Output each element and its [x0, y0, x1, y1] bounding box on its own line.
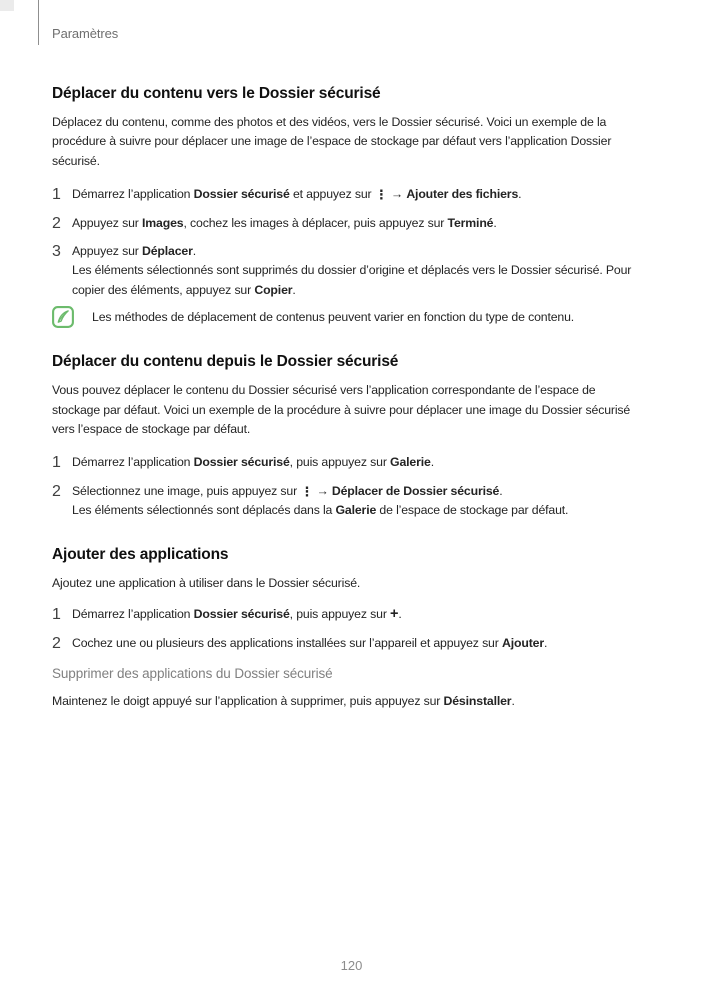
step-detail	[72, 261, 664, 300]
subsection-body	[52, 692, 664, 711]
step-number: 1	[52, 606, 61, 624]
step-number: 2	[52, 482, 61, 500]
detail-line: Les éléments sélectionnés sont déplacés dans la Galerie de l’espace de stockage par défaut.	[72, 503, 569, 518]
intro-line: Déplacez du contenu, comme des photos et des vidéos, vers le Dossier sécurisé. Voici un exemple de la	[52, 115, 607, 129]
step	[52, 453, 664, 472]
step-text: Démarrez l’application Dossier sécurisé, puis appuyez sur Galerie.	[72, 455, 434, 470]
section-intro	[52, 113, 664, 171]
corner-artifact	[0, 0, 14, 11]
step-text: Démarrez l’application Dossier sécurisé et appuyez sur ⋮ → Ajouter des fichiers.	[72, 187, 522, 203]
step-text: Démarrez l’application Dossier sécurisé, puis appuyez sur +.	[72, 606, 402, 623]
step-number: 2	[52, 214, 61, 232]
step	[52, 482, 664, 521]
intro-line: Ajoutez une application à utiliser dans le Dossier sécurisé.	[52, 575, 361, 590]
section-add-applications	[52, 545, 664, 712]
note-icon	[52, 306, 74, 328]
add-icon: +	[390, 606, 399, 623]
page-number: 120	[340, 958, 363, 973]
step-list	[52, 185, 664, 300]
running-header: Paramètres	[52, 26, 119, 41]
more-options-icon: ⋮	[300, 483, 314, 499]
step-list	[52, 605, 664, 653]
intro-line: procédure à suivre pour déplacer une image de l’espace de stockage par défaut vers l’application Dossier	[52, 134, 612, 149]
section-move-from-secure-folder	[52, 352, 664, 520]
section-intro	[52, 574, 664, 593]
step-body	[72, 482, 664, 521]
step-body	[72, 242, 664, 300]
note-text: Les méthodes de déplacement de contenus peuvent varier en fonction du type de contenu.	[92, 310, 575, 325]
more-options-icon: ⋮	[374, 187, 388, 203]
section-title: Ajouter des applications	[52, 545, 229, 563]
intro-line: Vous pouvez déplacer le contenu du Dossier sécurisé vers l’application correspondante de l’espace de	[52, 383, 596, 398]
step-text: Appuyez sur Images, cochez les images à déplacer, puis appuyez sur Terminé.	[72, 215, 497, 230]
intro-line: stockage par défaut. Voici un exemple de la procédure à suivre pour déplacer une image du Dossier sécurisé	[52, 402, 631, 417]
page-content	[52, 84, 664, 724]
step	[52, 185, 664, 204]
step-number: 3	[52, 243, 61, 261]
section-move-to-secure-folder	[52, 84, 664, 328]
section-title: Déplacer du contenu vers le Dossier sécurisé	[52, 85, 381, 102]
step-number: 1	[52, 454, 61, 472]
step-text: Cochez une ou plusieurs des applications installées sur l’appareil et appuyez sur Ajouter.	[72, 635, 548, 650]
step-number: 1	[52, 186, 61, 204]
step	[52, 214, 664, 233]
step-detail	[72, 501, 664, 520]
step-list	[52, 453, 664, 520]
note	[52, 306, 664, 328]
section-intro	[52, 381, 664, 439]
step-text: Appuyez sur Déplacer.	[72, 244, 197, 259]
section-title: Déplacer du contenu depuis le Dossier sécurisé	[52, 353, 399, 371]
header-rule	[38, 0, 39, 45]
subsection-line: Maintenez le doigt appuyé sur l’application à supprimer, puis appuyez sur Désinstaller.	[52, 693, 515, 708]
step-number: 2	[52, 634, 61, 652]
step	[52, 605, 664, 624]
step-text: Sélectionnez une image, puis appuyez sur ⋮ → Déplacer de Dossier sécurisé.	[72, 483, 503, 499]
detail-line: copier des éléments, appuyez sur Copier.	[72, 282, 296, 297]
intro-line: sécurisé.	[52, 153, 100, 168]
step	[52, 634, 664, 653]
step	[52, 242, 664, 300]
intro-line: vers l’espace de stockage par défaut.	[52, 422, 251, 437]
detail-line: Les éléments sélectionnés sont supprimés du dossier d’origine et déplacés vers le Dossier sécurisé. Pour	[72, 263, 632, 278]
subsection-heading: Supprimer des applications du Dossier sécurisé	[52, 665, 333, 681]
